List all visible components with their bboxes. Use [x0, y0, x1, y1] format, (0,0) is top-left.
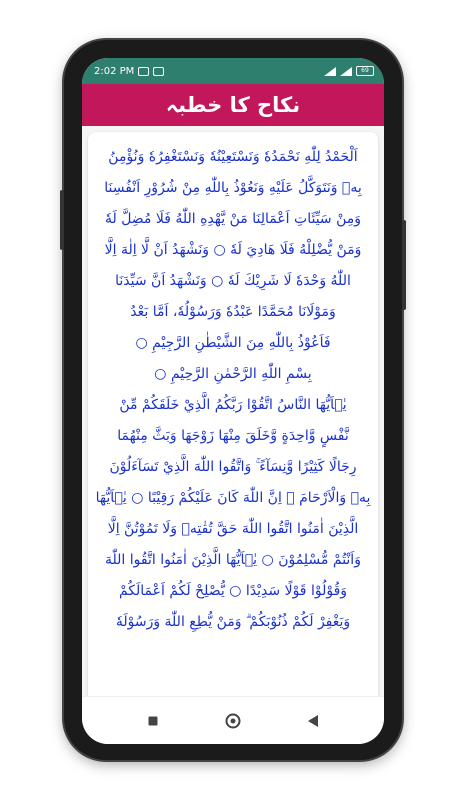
status-bar	[82, 58, 384, 84]
text-card	[88, 132, 378, 696]
text-line: رِجَالًا كَثِيْرًا وَّنِسَآءً ۚ وَاتَّقُوا اللّٰهَ الَّذِيْ تَسَآءَلُوْنَ	[109, 459, 357, 475]
text-line: بِهٖ وَالْاَرْحَامَ ۚ اِنَّ اللّٰهَ كَانَ عَلَيْكُمْ رَقِيْبًا ○ يٰۤاَيُّهَا	[95, 490, 371, 506]
text-line: وَاَنْتُمْ مُّسْلِمُوْنَ ○ يٰۤاَيُّهَا الَّذِيْنَ اٰمَنُوا اتَّقُوا اللّٰهَ	[105, 552, 361, 568]
signal-icon-2	[340, 67, 352, 76]
phone-volume-button	[60, 190, 64, 250]
text-line: الَّذِيْنَ اٰمَنُوا اتَّقُوا اللّٰهَ حَقَّ تُقٰتِهٖ وَلَا تَمُوْتُنَّ اِلَّا	[107, 521, 359, 537]
text-line: وَقُوْلُوْا قَوْلًا سَدِيْدًا ○ يُّصْلِحْ لَكُمْ اَعْمَالَكُمْ	[118, 583, 348, 599]
navigation-bar	[82, 696, 384, 744]
text-line: وَمَوْلَانَا مُحَمَّدًا عَبْدُهٗ وَرَسُوْلُهٗ، اَمَّا بَعْدُ	[130, 304, 336, 320]
app-bar	[82, 84, 384, 126]
battery-icon	[356, 66, 374, 76]
phone-power-button	[402, 220, 406, 310]
triangle-back-icon	[308, 715, 318, 727]
text-line: اللّٰهُ وَحْدَهٗ لَا شَرِيْكَ لَهٗ ○ وَنَشْهَدُ اَنَّ سَيِّدَنَا	[115, 273, 351, 289]
signal-icon	[324, 67, 336, 76]
text-line: وَيَغْفِرْ لَكُمْ ذُنُوْبَكُمْ ۗ وَمَنْ يُّطِعِ اللّٰهَ وَرَسُوْلَهٗ	[115, 614, 351, 630]
notification-app-icon	[138, 67, 149, 76]
text-line: بِسْمِ اللّٰهِ الرَّحْمٰنِ الرَّحِيْمِ ○	[154, 366, 312, 382]
phone-screen	[82, 58, 384, 744]
youtube-icon	[153, 67, 164, 76]
square-icon	[148, 716, 158, 726]
status-time: 2:02 PM	[94, 65, 135, 77]
circle-icon	[225, 713, 241, 729]
recents-button[interactable]	[143, 711, 163, 731]
back-button[interactable]	[303, 711, 323, 731]
text-line: نَّفْسٍ وَّاحِدَةٍ وَّخَلَقَ مِنْهَا زَوْجَهَا وَبَثَّ مِنْهُمَا	[117, 428, 349, 444]
page-title: نکاح کا خطبہ	[165, 93, 301, 117]
status-right-icons	[324, 66, 374, 76]
khutbah-text	[88, 142, 378, 638]
text-line: بِهٖ وَنَتَوَكَّلُ عَلَيْهِ وَنَعُوْذُ بِاللّٰهِ مِنْ شُرُوْرِ اَنْفُسِنَا	[104, 180, 362, 196]
text-line: وَمِنْ سَيِّئَاتِ اَعْمَالِنَا مَنْ يَّهْدِهِ اللّٰهُ فَلَا مُضِلَّ لَهٗ	[104, 211, 362, 227]
battery-level: 69	[361, 67, 369, 74]
text-line: اَلْحَمْدُ لِلّٰهِ نَحْمَدُهٗ وَنَسْتَعِيْنُهٗ وَنَسْتَغْفِرُهٗ وَنُؤْمِنُ	[108, 149, 358, 165]
text-line: يٰۤاَيُّهَا النَّاسُ اتَّقُوْا رَبَّكُمُ الَّذِيْ خَلَقَكُمْ مِّنْ	[119, 397, 347, 413]
home-button[interactable]	[223, 711, 243, 731]
notification-icons	[138, 67, 164, 76]
content-area[interactable]	[82, 126, 384, 696]
text-line: فَاَعُوْذُ بِاللّٰهِ مِنَ الشَّيْطٰنِ الرَّجِيْمِ ○	[135, 335, 331, 351]
text-line: وَمَنْ يُّضْلِلْهُ فَلَا هَادِيَ لَهٗ ○ وَنَشْهَدُ اَنْ لَّا اِلٰهَ اِلَّا	[104, 242, 362, 258]
